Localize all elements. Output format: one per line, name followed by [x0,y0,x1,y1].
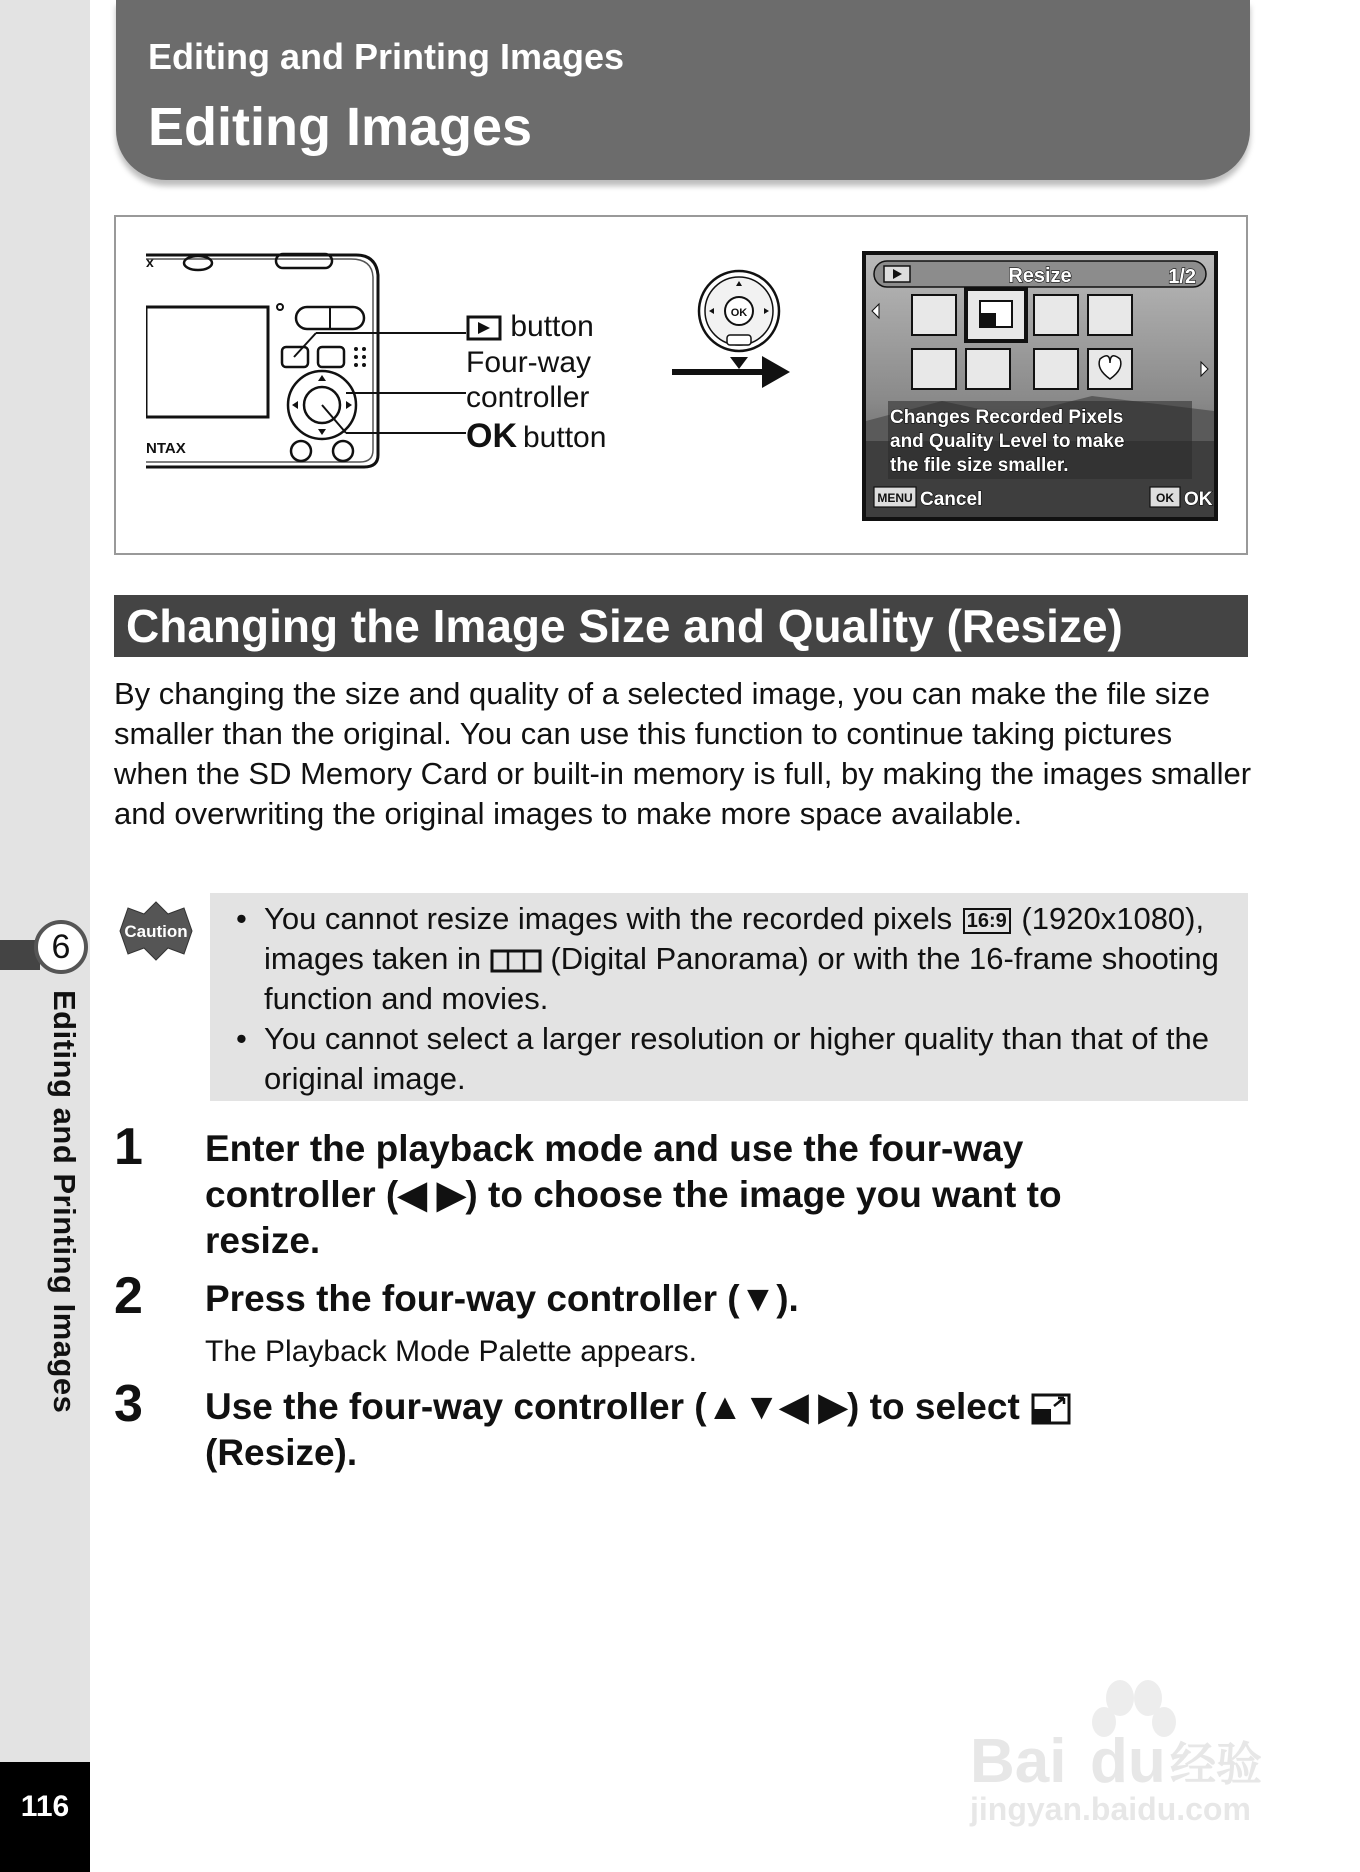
playback-icon [466,315,502,341]
step-3-text-a: Use the four-way controller (▲▼◀ ▶) to select [205,1386,1020,1427]
caution-icon [114,900,198,962]
camera-brand-label: NTAX [146,440,186,457]
chapter-number-badge: 6 [34,920,88,974]
playback-button-label: button [510,310,594,343]
watermark-brand: Bai [970,1727,1067,1796]
svg-text:OK: OK [730,307,748,319]
caution-item-2-text: You cannot select a larger resolution or higher quality than that of the original image. [264,1021,1209,1096]
lcd-page-indicator: 1/2 [1168,266,1196,288]
digital-panorama-icon [490,948,542,974]
baidu-watermark [960,1660,1280,1840]
caution-item-2 [228,1019,1228,1099]
ok-symbol: OK [466,417,517,455]
page-title: Editing Images [148,97,533,157]
lcd-title: Resize [1008,265,1072,287]
page-number: 116 [0,1762,90,1872]
lcd-ok-key: OK [1156,491,1174,505]
four-way-callout-line1: Four-way [466,346,592,379]
section-title: Changing the Image Size and Quality (Resize) [126,600,1123,652]
caution-note [210,893,1248,1101]
bullet: • [236,901,247,936]
watermark-brand2: du [1090,1727,1166,1796]
step-3-number: 3 [114,1375,143,1433]
lcd-resize-screen [862,251,1218,521]
chapter-title-vertical: Editing and Printing Images [47,990,82,1414]
lcd-help-line3: the file size smaller. [890,455,1069,476]
ok-button-label: button [523,421,607,454]
caution-list [228,899,1228,1099]
svg-text:x: x [146,254,154,270]
step-2-number: 2 [114,1267,143,1325]
caution-item-1-text-b: (1920x1080), images taken in [264,901,1205,976]
header-subtitle: Editing and Printing Images [148,36,625,77]
step-1-number: 1 [114,1118,143,1176]
section-heading-bar [114,595,1248,657]
lcd-menu-key: MENU [877,491,913,505]
lcd-cancel-label: Cancel [920,489,983,510]
caution-item-1 [228,899,1228,1019]
watermark-url: jingyan.baidu.com [970,1791,1251,1827]
step-1-text: Enter the playback mode and use the four-way controller (◀ ▶) to choose the image you want to resize. [205,1128,1062,1261]
playback-button-callout [466,310,594,344]
aspect-16-9-icon: 16:9 [963,908,1011,934]
bullet: • [236,1021,247,1056]
step-3-text-b: (Resize). [205,1432,358,1473]
page-header [116,0,1250,180]
intro-paragraph: By changing the size and quality of a selected image, you can make the file size smaller than the original. You can use this function to continue taking pictures when the SD Memory Card or built-in memory is full, by making the images smaller and overwriting the original images to make more space available. [114,676,1252,831]
four-way-callout-line2: controller [466,381,590,414]
lcd-help-line1: Changes Recorded Pixels [890,407,1124,428]
step-2-text: Press the four-way controller (▼). [205,1278,799,1319]
watermark-cn: 经验 [1170,1738,1262,1790]
step-3-text [205,1384,1165,1476]
caution-icon-label: Caution [124,922,188,941]
lcd-ok-label: OK [1184,489,1213,510]
camera-back-illustration [146,245,506,485]
step-2-detail: The Playback Mode Palette appears. [205,1335,697,1368]
ok-button-callout [466,417,606,456]
caution-item-1-text-a: You cannot resize images with the recorded pixels [264,901,953,936]
caution-item-1-text-c: (Digital Panorama) or with the 16-frame shooting function and movies. [264,941,1219,1016]
lcd-help-line2: and Quality Level to make [890,431,1125,452]
arrow-right-icon [672,352,792,392]
resize-icon [1030,1392,1074,1426]
